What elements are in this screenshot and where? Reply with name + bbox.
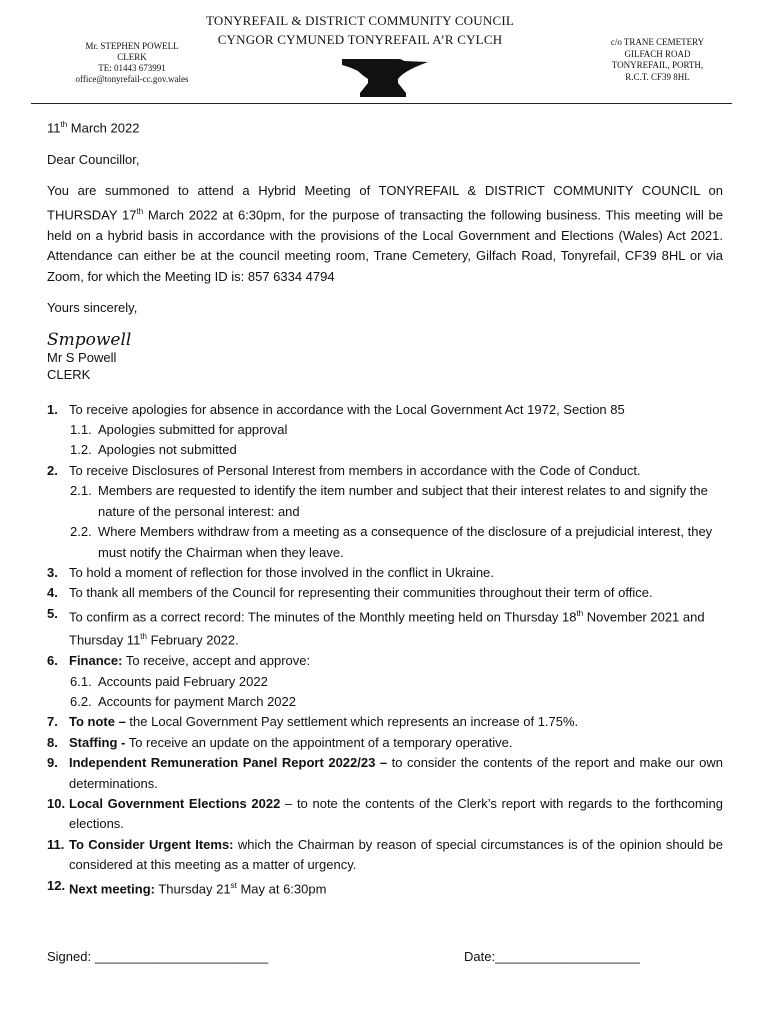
item-text: To receive Disclosures of Personal Interest from members in accordance with the Code of Conduct. — [69, 462, 641, 478]
date-day: 11 — [47, 120, 61, 136]
item-text-part: To confirm as a correct record: The minutes of the Monthly meeting held on Thursday 18 — [69, 609, 577, 625]
signer-name: Mr S Powell — [47, 349, 117, 365]
item-text — [69, 733, 723, 753]
item-number: 10. — [47, 796, 66, 812]
council-title-welsh: CYNGOR CYMUNED TONYREFAIL A’R CYLCH — [217, 32, 503, 47]
ordinal-suffix: st — [230, 880, 237, 890]
item-text — [69, 794, 723, 835]
item-text-part: May at 6:30pm — [236, 880, 327, 896]
item-heading: Independent Remuneration Panel Report 2022/23 – — [69, 755, 388, 771]
item-text: To hold a moment of reflection for those involved in the conflict in Ukraine. — [69, 564, 494, 580]
item-text-part: February 2022. — [146, 632, 239, 648]
agenda-item-4 — [47, 583, 723, 603]
item-heading: Local Government Elections 2022 — [69, 796, 281, 812]
agenda-item-7 — [47, 712, 723, 732]
anvil-icon — [340, 55, 430, 97]
item-number: 8. — [47, 734, 58, 750]
agenda-item-11 — [47, 835, 723, 876]
item-number: 6. — [47, 653, 58, 669]
letter-date — [47, 115, 723, 139]
item-text — [69, 712, 723, 732]
item-text-part: Thursday 21 — [154, 880, 231, 896]
item-text-part: To receive, accept and approve: — [122, 653, 311, 669]
agenda-item-8 — [47, 733, 723, 753]
clerk-role: CLERK — [117, 52, 147, 62]
item-number: 7. — [47, 714, 58, 730]
item-heading: Next meeting: — [69, 880, 155, 896]
item-heading: Staffing - — [69, 734, 126, 750]
address-line-3: TONYREFAIL, PORTH, — [611, 60, 704, 70]
clerk-email: office@tonyrefail-cc.gov.wales — [75, 74, 189, 84]
agenda-item-2-1 — [70, 481, 723, 522]
clerk-name: Mr. STEPHEN POWELL — [85, 41, 179, 51]
clerk-phone: TE: 01443 673991 — [98, 63, 166, 73]
item-text-part: November 2021 and Thursday 11 — [69, 609, 705, 648]
subitem-text: Members are requested to identify the item number and subject that their interest relates to and signify the nature of the personal interest: and — [98, 483, 708, 519]
agenda-item-1-2 — [70, 440, 723, 460]
item-number: 11. — [47, 836, 65, 852]
item-text-part: which the Chairman by reason of special circumstances is of the opinion should be considered at this meeting as a matter of urgency. — [69, 836, 723, 873]
subitem-number: 2.2. — [70, 524, 92, 540]
agenda-item-9 — [47, 753, 723, 794]
item-text — [69, 835, 723, 876]
ordinal-suffix: th — [140, 632, 147, 642]
handwritten-signature: Smpowell — [47, 329, 132, 350]
clerk-contact — [62, 41, 202, 85]
item-text: To thank all members of the Council for representing their communities throughout their term of office. — [69, 585, 653, 601]
subitem-number: 6.1. — [70, 673, 92, 689]
letter-body — [47, 113, 723, 899]
signed-line: Signed: ________________________ — [47, 949, 269, 964]
item-text — [69, 753, 723, 794]
item-number: 2. — [47, 462, 58, 478]
ordinal-suffix: th — [576, 608, 584, 618]
address-line-2: GILFACH ROAD — [624, 48, 691, 59]
item-heading: Finance: — [69, 653, 123, 669]
agenda-item-1-1 — [70, 420, 723, 440]
agenda-item-6-1 — [70, 672, 723, 692]
address-line-4: R.C.T. CF39 8HL — [625, 71, 690, 82]
item-text-part: the Local Government Pay settlement which represents an increase of 1.75%. — [125, 714, 579, 730]
item-text — [69, 876, 723, 900]
agenda-item-10 — [47, 794, 723, 835]
summons-text-2: March 2022 at 6:30pm, for the purpose of transacting the following business. This meeting will be held on a hybrid basis in accordance with the provisions of the Local Government and Elections (Wales) Act 2021. Attendance can either be at the council meeting room, Trane Cemetery, Gilfach Road, Tonyrefail, CF39 8HL or via Zoom, for which the Meeting ID is: 857 6334 4794 — [47, 207, 723, 284]
council-title — [195, 11, 525, 49]
item-text-part: To receive an update on the appointment of a temporary operative. — [125, 734, 513, 750]
agenda-item-12 — [47, 876, 723, 900]
salutation: Dear Councillor, — [47, 151, 140, 167]
item-text — [69, 604, 723, 651]
agenda-list — [47, 400, 723, 900]
date-month-year: March 2022 — [67, 120, 140, 136]
item-text: To receive apologies for absence in accordance with the Local Government Act 1972, Section 85 — [69, 401, 625, 417]
meeting-summons — [47, 181, 723, 287]
council-title-english: TONYREFAIL & DISTRICT COMMUNITY COUNCIL — [205, 13, 514, 28]
subitem-number: 1.1. — [70, 422, 92, 438]
date-suffix: th — [60, 120, 68, 129]
item-number: 4. — [47, 585, 58, 601]
council-address — [585, 37, 730, 83]
subitem-text: Accounts for payment March 2022 — [98, 694, 296, 709]
item-number: 12. — [47, 877, 66, 893]
date-line: Date:____________________ — [464, 949, 640, 964]
subitem-number: 2.1. — [70, 483, 92, 499]
subitem-text: Apologies not submitted — [98, 442, 237, 458]
item-text — [69, 651, 723, 671]
item-number: 5. — [47, 605, 58, 621]
item-number: 9. — [47, 755, 58, 771]
closing: Yours sincerely, — [47, 300, 138, 316]
subitem-text: Apologies submitted for approval — [98, 422, 288, 438]
item-number: 3. — [47, 564, 58, 580]
item-heading: To note – — [69, 714, 126, 730]
item-text-part: – to note the contents of the Clerk’s report with regards to the forthcoming elections. — [69, 796, 724, 832]
item-heading: To Consider Urgent Items: — [69, 836, 234, 852]
agenda-item-6 — [47, 651, 723, 671]
agenda-item-2-2 — [70, 522, 723, 563]
agenda-item-5 — [47, 604, 723, 651]
agenda-item-1 — [47, 400, 723, 420]
summons-suffix: th — [136, 206, 144, 216]
subitem-text: Where Members withdraw from a meeting as a consequence of the disclosure of a prejudicial interest, they must notify the Chairman when they leave. — [98, 524, 713, 560]
header-divider — [31, 103, 732, 104]
item-text-part: to consider the contents of the report and make our own determinations. — [69, 755, 723, 791]
address-line-1: c/o TRANE CEMETERY — [610, 37, 705, 47]
agenda-item-2 — [47, 461, 723, 481]
agenda-item-3 — [47, 563, 723, 583]
item-number: 1. — [47, 401, 58, 417]
subitem-text: Accounts paid February 2022 — [98, 673, 268, 689]
subitem-number: 1.2. — [70, 442, 92, 458]
agenda-item-6-2 — [70, 692, 723, 712]
summons-text-1: You are summoned to attend a Hybrid Meeting of TONYREFAIL & DISTRICT COMMUNITY COUNCIL on THURSDAY 17 — [47, 183, 723, 223]
subitem-number: 6.2. — [70, 694, 92, 709]
signer-role: CLERK — [47, 367, 91, 383]
letterhead — [0, 0, 770, 106]
